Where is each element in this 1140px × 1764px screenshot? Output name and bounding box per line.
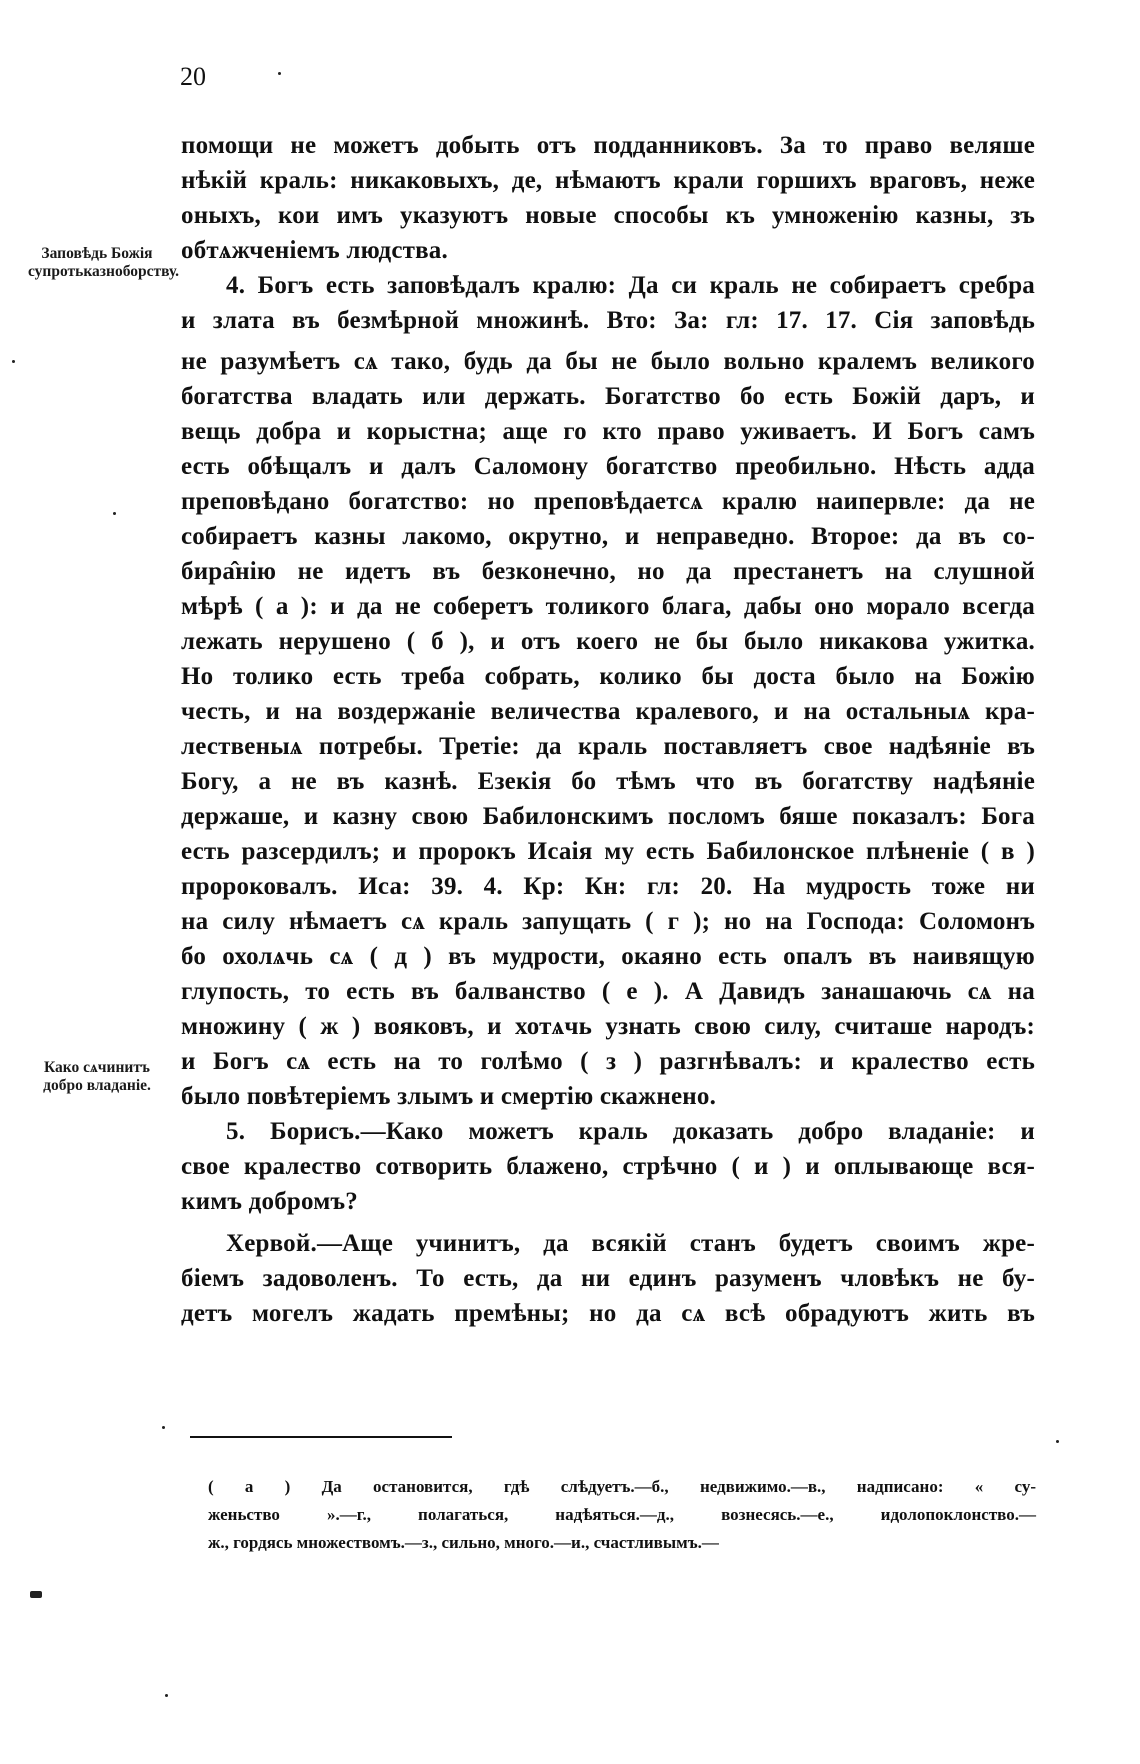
text-line: кимъ добромъ? bbox=[181, 1188, 358, 1215]
text-line: глупость, то есть въ балванство ( е ). А Давидъ занашаючь сѧ на bbox=[181, 978, 1035, 1005]
text-line: бира̂нію не идетъ въ безконечно, но да престанетъ на слушной bbox=[181, 558, 1035, 585]
text-line: бо охолѧчь сѧ ( д ) въ мудрости, окаяно есть опалъ въ наивящую bbox=[181, 943, 1035, 970]
text-line: мѣрѣ ( а ): и да не соберетъ толикого блага, дабы оно морало всегда bbox=[181, 593, 1035, 620]
text-line: держаше, и казну свою Бабилонскимъ посломъ бяше показалъ: Бога bbox=[181, 803, 1035, 830]
footnote-line: ж., гордясь множествомъ.—з., сильно, много.—и., счастливымъ.— bbox=[208, 1533, 719, 1552]
text-line: вещь добра и корыстна; аще го кто право уживаетъ. И Богъ самъ bbox=[181, 418, 1035, 445]
scan-speck bbox=[30, 1591, 42, 1598]
text-line: детъ могелъ жадать премѣны; но да сѧ всѣ обрадуютъ жить въ bbox=[181, 1300, 1035, 1327]
text-line: преповѣдано богатство: но преповѣдаетсѧ кралю наипервле: да не bbox=[181, 488, 1035, 515]
text-line: свое кралество сотворить блажено, стрѣчно ( и ) и оплывающе вся- bbox=[181, 1153, 1035, 1180]
scan-speck bbox=[1056, 1440, 1059, 1443]
text-line: Богу, а не въ казнѣ. Езекія бо тѣмъ что въ богатству надѣяніе bbox=[181, 768, 1035, 795]
text-line: лественыѧ потребы. Третіе: да краль поставляетъ свое надѣяніе въ bbox=[181, 733, 1035, 760]
margin-note: Заповѣдь Божія супротьказноборству. bbox=[28, 245, 180, 280]
text-line: и злата въ безмѣрной множинѣ. Вто: За: гл: 17. 17. Сія заповѣдь bbox=[181, 307, 1035, 334]
text-line: оныхъ, кои имъ указуютъ новые способы къ умноженію казны, зъ bbox=[181, 202, 1035, 229]
text-line: обтѧжченіемъ людства. bbox=[181, 237, 448, 264]
text-line: множину ( ж ) вояковъ, и хотѧчь узнать свою силу, считаше народъ: bbox=[181, 1013, 1035, 1040]
text-line: 5. Борисъ.—Како можетъ краль доказать добро владаніе: и bbox=[226, 1118, 1035, 1145]
text-line: 4. Богъ есть заповѣдалъ кралю: Да си краль не собираетъ сребра bbox=[226, 272, 1035, 299]
text-line: Но толико есть треба собрать, колико бы доста было на Божію bbox=[181, 663, 1035, 690]
text-line: было повѣтеріемъ злымъ и смертію скажнено. bbox=[181, 1083, 717, 1110]
text-line: на силу нѣмаетъ сѧ краль запущать ( г ); но на Господа: Соломонъ bbox=[181, 908, 1035, 935]
text-line: Хервой.—Аще учинитъ, да всякій станъ будетъ своимъ жре- bbox=[226, 1230, 1035, 1257]
margin-note: Како сѧчинитъ добро владаніе. bbox=[43, 1059, 151, 1094]
text-line: пророковалъ. Иса: 39. 4. Кр: Кн: гл: 20. На мудрость тоже ни bbox=[181, 873, 1035, 900]
text-line: собираетъ казны лакомо, окрутно, и неправедно. Второе: да въ со- bbox=[181, 523, 1035, 550]
scan-speck bbox=[113, 512, 116, 515]
scan-speck bbox=[162, 1426, 165, 1429]
text-line: богатства владать или держать. Богатство бо есть Божій даръ, и bbox=[181, 383, 1035, 410]
text-line: есть разсердилъ; и пророкъ Исаія му есть Бабилонское плѣненіе ( в ) bbox=[181, 838, 1035, 865]
text-line: біемъ задоволенъ. То есть, да ни единъ разуменъ чловѣкъ не бу- bbox=[181, 1265, 1035, 1292]
scan-speck bbox=[165, 1694, 168, 1697]
text-line: помощи не можетъ добыть отъ подданниковъ. За то право веляше bbox=[181, 132, 1035, 159]
text-line: честь, и на воздержаніе величества кралевого, и на остальныѧ кра- bbox=[181, 698, 1035, 725]
footnote-line: ( а ) Да остановится, гдѣ слѣдуетъ.—б., недвижимо.—в., надписано: « су- bbox=[208, 1477, 1036, 1496]
page-number: 20 bbox=[180, 62, 206, 91]
text-line: лежать нерушено ( б ), и отъ коего не бы было никакова ужитка. bbox=[181, 628, 1035, 655]
scan-speck bbox=[278, 72, 281, 75]
text-line: есть обѣщалъ и далъ Саломону богатство преобильно. Нѣсть адда bbox=[181, 453, 1035, 480]
text-line: не разумѣетъ сѧ тако, будь да бы не было вольно кралемъ великого bbox=[181, 348, 1035, 375]
scan-speck bbox=[12, 360, 15, 363]
footnote-divider bbox=[190, 1436, 452, 1438]
text-line: нѣкій краль: никаковыхъ, де, нѣмаютъ крали горшихъ враговъ, неже bbox=[181, 167, 1035, 194]
text-line: и Богъ сѧ есть на то голѣмо ( з ) разгнѣвалъ: и кралество есть bbox=[181, 1048, 1035, 1075]
footnote-line: женьство ».—г., полагаться, надѣяться.—д., вознесясь.—е., идолопоклонство.— bbox=[208, 1505, 1036, 1524]
